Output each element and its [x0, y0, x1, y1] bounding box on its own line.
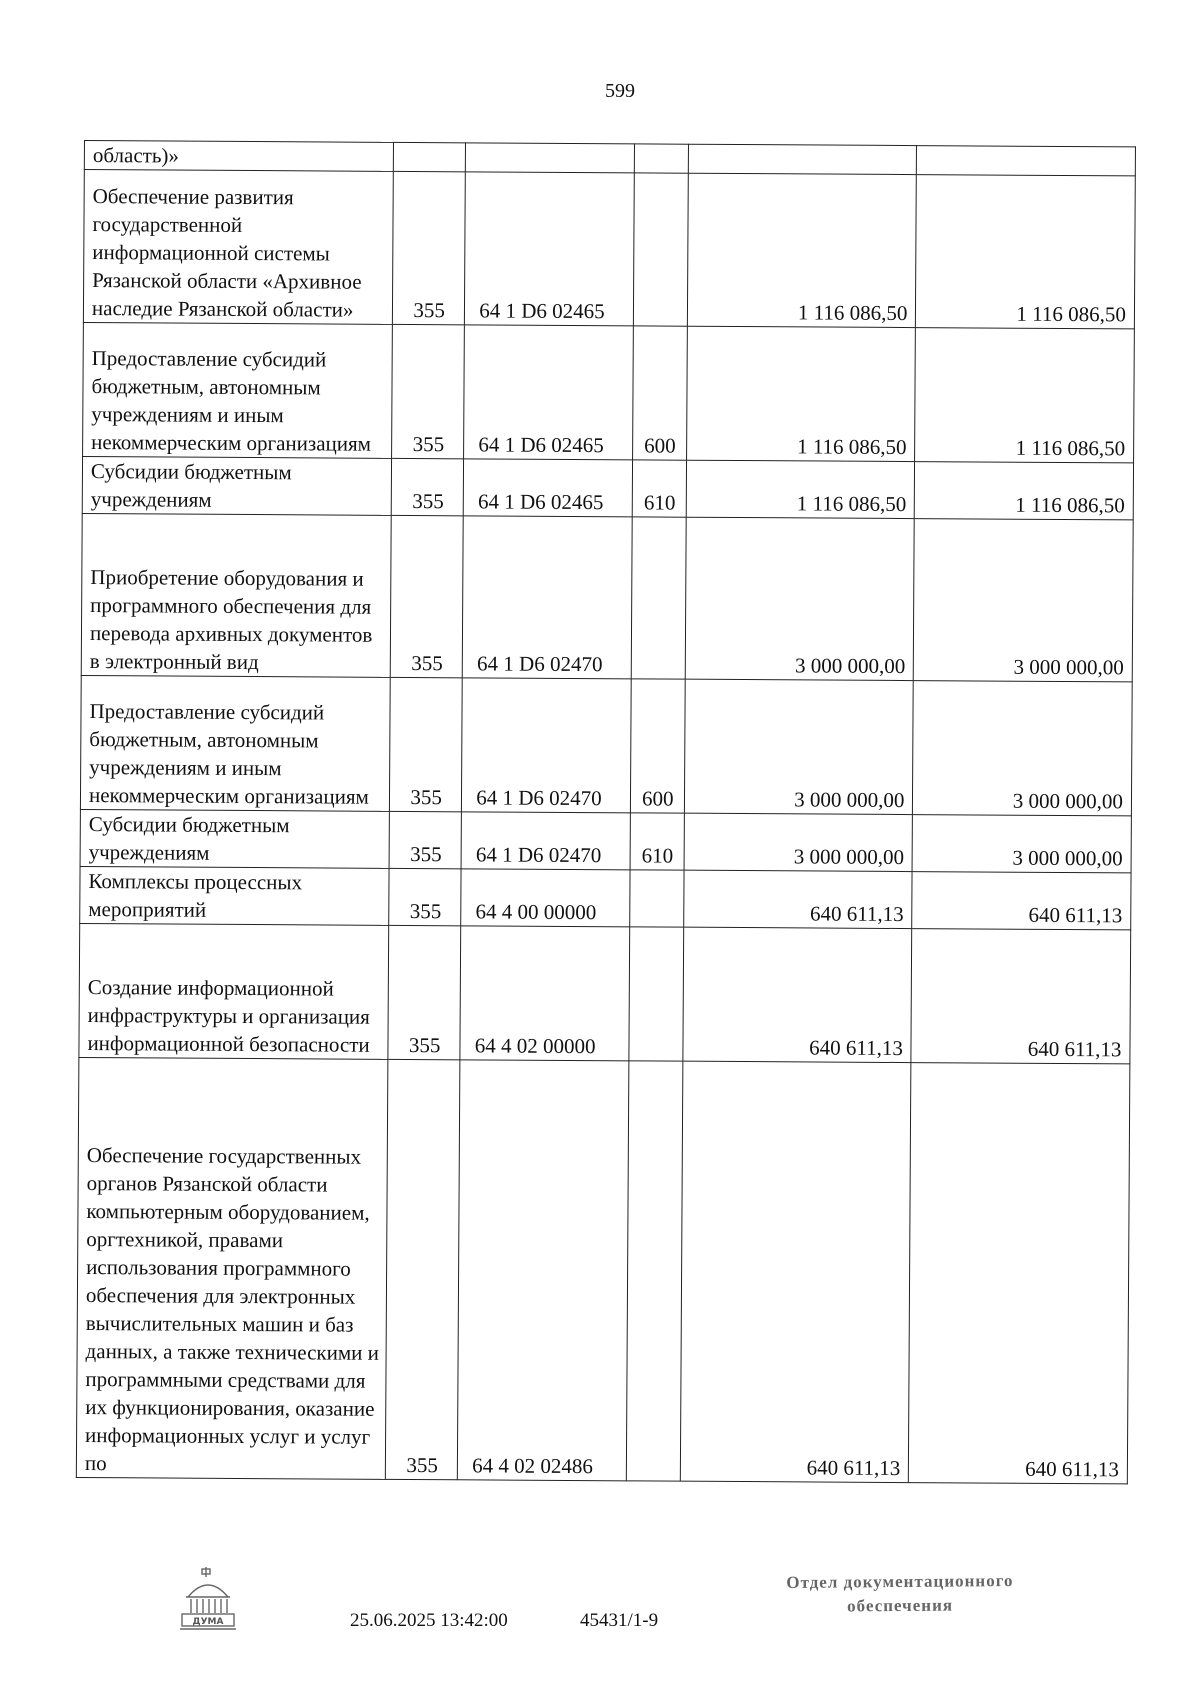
- budget-table: [76, 140, 1136, 1484]
- row-type: 600: [630, 679, 685, 813]
- row-code: 64 1 D6 02465: [463, 459, 632, 517]
- timestamp: 25.06.2025 13:42:00: [350, 1610, 508, 1631]
- page-number: 599: [605, 80, 635, 102]
- table-row: [80, 866, 1131, 929]
- row-sum-2: 1 116 086,50: [916, 175, 1135, 329]
- row-sum-2: [917, 146, 1136, 176]
- row-sum-2: 1 116 086,50: [915, 328, 1134, 463]
- table-row: [79, 923, 1131, 1063]
- row-sum-1: 640 611,13: [684, 870, 913, 928]
- row-code: 64 1 D6 02465: [465, 172, 634, 326]
- row-ministry: 355: [390, 515, 463, 677]
- row-ministry: 355: [390, 677, 463, 811]
- duma-building-icon: [178, 1565, 238, 1633]
- row-sum-1: 1 116 086,50: [687, 326, 916, 461]
- row-name: Комплексы процессных мероприятий: [80, 866, 390, 925]
- row-sum-2: 640 611,13: [911, 929, 1130, 1064]
- row-type: 600: [632, 326, 687, 460]
- row-sum-1: 3 000 000,00: [685, 517, 914, 680]
- table-row: [80, 675, 1132, 815]
- table-row: [80, 809, 1131, 872]
- row-ministry: 355: [392, 324, 465, 458]
- row-type: [633, 173, 689, 326]
- row-code: [466, 143, 634, 173]
- row-type: [628, 927, 683, 1061]
- row-ministry: 355: [388, 925, 461, 1059]
- row-name: Предоставление субсидий бюджетным, автономным учреждениям и иным некоммерческим организациям: [83, 322, 393, 458]
- row-name: Предоставление субсидий бюджетным, автономным учреждениям и иным некоммерческим организациям: [80, 675, 390, 811]
- row-name: Субсидии бюджетным учреждениям: [82, 456, 392, 515]
- table-row: [83, 322, 1135, 462]
- row-ministry: 355: [385, 1059, 460, 1479]
- row-name: Приобретение оборудования и программного обеспечения для перевода архивных документов в электронный вид: [81, 513, 391, 677]
- row-code: 64 1 D6 02465: [464, 325, 633, 460]
- row-code: 64 1 D6 02470: [462, 678, 631, 813]
- row-type: 610: [632, 460, 687, 517]
- logo-text: ДУМА: [192, 1617, 224, 1627]
- row-sum-2: 1 116 086,50: [915, 462, 1134, 520]
- row-type: [626, 1061, 683, 1481]
- row-ministry: [393, 142, 465, 171]
- row-sum-2: 3 000 000,00: [912, 815, 1131, 873]
- row-type: [634, 144, 689, 173]
- row-code: 64 1 D6 02470: [462, 516, 631, 679]
- row-code: 64 1 D6 02470: [461, 812, 630, 870]
- row-name: Субсидии бюджетным учреждениям: [80, 809, 390, 868]
- page-footer: [0, 1565, 1200, 1675]
- row-name: область)»: [84, 141, 393, 172]
- table-row: [83, 170, 1135, 329]
- row-sum-1: [688, 144, 917, 174]
- row-code: 64 4 00 00000: [461, 869, 630, 927]
- row-sum-2: 640 611,13: [909, 1063, 1130, 1484]
- row-name: Обеспечение государственных органов Рязанской области компьютерным оборудованием, оргтехникой, правами использования программного обеспечения для электронных вычислительных машин и баз данных, а также техническими и программными средствами для их функционирования, оказание информационных услуг и услуг по: [76, 1057, 388, 1479]
- table-row: [82, 456, 1133, 519]
- row-code: 64 4 02 00000: [460, 926, 629, 1061]
- row-sum-2: 3 000 000,00: [913, 681, 1132, 816]
- table-row: [81, 513, 1133, 681]
- stamp-line-2: обеспечения: [847, 1595, 954, 1616]
- row-ministry: 355: [391, 458, 463, 515]
- row-sum-2: 640 611,13: [912, 872, 1131, 930]
- row-sum-1: 3 000 000,00: [685, 679, 914, 814]
- row-ministry: 355: [389, 868, 461, 925]
- row-type: [629, 870, 684, 927]
- row-name: Создание информационной инфраструктуры и организация информационной безопасности: [79, 923, 389, 1059]
- row-ministry: 355: [389, 811, 461, 868]
- row-name: Обеспечение развития государственной информационной системы Рязанской области «Архивное наследие Рязанской области»: [83, 170, 393, 325]
- table-row: [76, 1057, 1130, 1483]
- row-sum-1: 1 116 086,50: [687, 173, 916, 327]
- row-type: 610: [630, 813, 685, 870]
- department-stamp: [760, 1569, 1040, 1619]
- row-sum-2: 3 000 000,00: [914, 519, 1134, 682]
- row-type: [631, 517, 687, 679]
- row-code: 64 4 02 02486: [458, 1060, 629, 1481]
- stamp-line-1: Отдел документационного: [786, 1571, 1014, 1592]
- row-sum-1: 3 000 000,00: [684, 813, 913, 871]
- document-number: 45431/1-9: [580, 1610, 659, 1631]
- row-sum-1: 640 611,13: [683, 927, 912, 1062]
- row-sum-1: 640 611,13: [680, 1061, 911, 1482]
- row-ministry: 355: [393, 171, 466, 324]
- row-sum-1: 1 116 086,50: [686, 460, 915, 518]
